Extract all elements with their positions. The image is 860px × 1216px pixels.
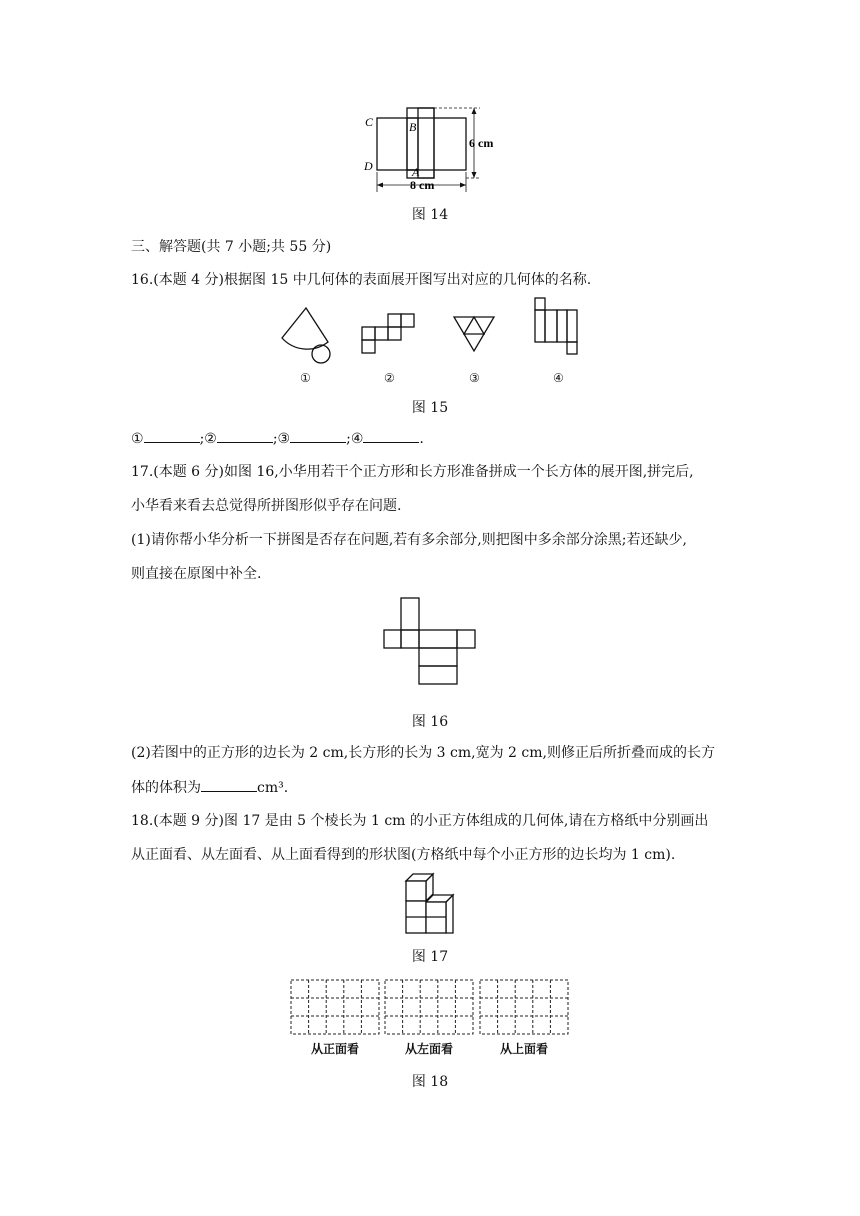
figure-14-caption: 图 14 (411, 207, 449, 223)
figure-16-caption: 图 16 (411, 714, 449, 730)
grid-label-left: 从左面看 (404, 1042, 453, 1056)
question-17-part1-1: (1)请你帮小华分析一下拼图是否存在问题,若有多余部分,则把图中多余部分涂黑;若还缺少, (131, 532, 687, 548)
answer-blank-3[interactable] (290, 428, 346, 443)
net-label-1: ① (300, 371, 311, 385)
figure-17-cubes (404, 872, 456, 936)
answer-blank-2[interactable] (217, 428, 273, 443)
label-d: D (364, 159, 373, 173)
figure-18-caption: 图 18 (411, 1074, 449, 1090)
grid-top-view[interactable] (479, 979, 569, 1035)
question-18-text-2: 从正面看、从左面看、从上面看得到的形状图(方格纸中每个小正方形的边长均为 1 cm). (131, 847, 676, 863)
question-17-text-2: 小华看来看去总觉得所拼图形似乎存在问题. (131, 498, 402, 514)
figure-17-caption: 图 17 (411, 949, 449, 965)
dim-width-label: 8 cm (410, 178, 435, 192)
question-17-text-1: 17.(本题 6 分)如图 16,小华用若干个正方形和长方形准备拼成一个长方体的展开图,拼完后, (131, 464, 694, 480)
question-17-part1-2: 则直接在原图中补全. (131, 566, 262, 582)
label-b: B (409, 120, 417, 134)
question-16-text: 16.(本题 4 分)根据图 15 中几何体的表面展开图写出对应的几何体的名称. (131, 272, 592, 288)
answer-blank-1[interactable] (144, 428, 200, 443)
figure-14 (360, 100, 510, 200)
question-17-part2-2: 体的体积为 cm³. (131, 777, 288, 798)
net-tetrahedron (452, 314, 496, 354)
grid-label-top: 从上面看 (499, 1042, 548, 1056)
net-cone (278, 306, 334, 368)
grid-left-view[interactable] (384, 979, 474, 1035)
net-label-2: ② (384, 371, 395, 385)
volume-answer-blank[interactable] (201, 777, 257, 792)
dim-height-label: 6 cm (469, 136, 494, 150)
grid-front-view[interactable] (290, 979, 380, 1035)
label-a: A (412, 165, 420, 179)
figure-16-net (380, 594, 480, 694)
net-cube (360, 312, 420, 354)
question-16-answer-line: ① ;② ;③ ;④ . (131, 428, 424, 449)
net-prism (532, 296, 582, 358)
figure-15-caption: 图 15 (411, 400, 449, 416)
answer-blank-4[interactable] (363, 428, 419, 443)
question-18-text-1: 18.(本题 9 分)图 17 是由 5 个棱长为 1 cm 的小正方体组成的几何体,请在方格纸中分别画出 (131, 813, 709, 829)
net-label-4: ④ (553, 371, 564, 385)
section-heading: 三、解答题(共 7 小题;共 55 分) (131, 239, 332, 255)
question-17-part2-1: (2)若图中的正方形的边长为 2 cm,长方形的长为 3 cm,宽为 2 cm,则修正后所折叠而成的长方 (131, 745, 715, 761)
label-c: C (365, 115, 374, 129)
grid-label-front: 从正面看 (310, 1042, 359, 1056)
net-label-3: ③ (469, 371, 480, 385)
